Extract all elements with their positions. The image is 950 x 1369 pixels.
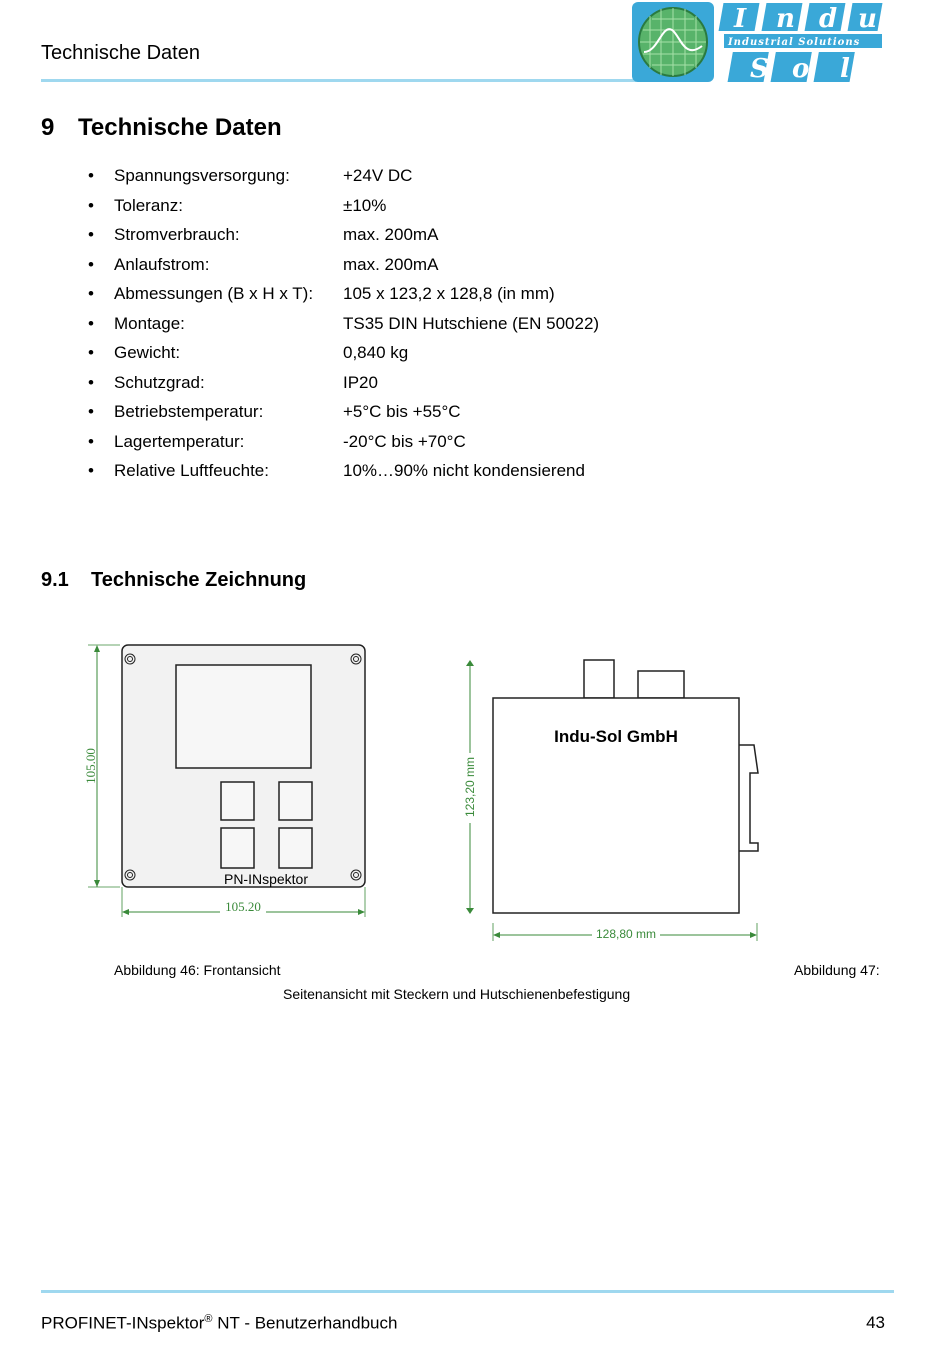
svg-text:l: l xyxy=(840,54,850,84)
subsection-heading xyxy=(41,569,306,592)
spec-value: +5°C bis +55°C xyxy=(343,402,461,421)
page-number: 43 xyxy=(866,1313,885,1332)
front-height-label: 105.00 xyxy=(83,748,98,784)
spec-key: Stromverbrauch: xyxy=(114,225,240,244)
footer-registered: ® xyxy=(204,1313,213,1325)
spec-key: Gewicht: xyxy=(114,343,181,362)
spec-value: ±10% xyxy=(343,195,387,215)
side-brand-label: Indu-Sol GmbH xyxy=(554,727,678,746)
svg-text:d: d xyxy=(819,4,838,34)
svg-text:n: n xyxy=(776,4,795,34)
spec-value: 10%…90% nicht kondensierend xyxy=(343,461,585,480)
spec-value: TS35 DIN Hutschiene (EN 50022) xyxy=(343,313,600,333)
spec-key: Abmessungen (B x H x T): xyxy=(114,284,314,303)
spec-value: 105 x 123,2 x 128,8 (in mm) xyxy=(343,284,555,303)
key-button xyxy=(279,828,312,868)
caption-front: Abbildung 46: Frontansicht xyxy=(114,962,281,978)
caption-side-start: Abbildung 47: xyxy=(794,962,880,978)
svg-text:o: o xyxy=(792,54,810,84)
display-window xyxy=(176,665,311,768)
connector xyxy=(638,671,684,698)
din-rail-clip xyxy=(739,745,758,851)
spec-value: max. 200mA xyxy=(343,225,439,244)
spec-key: Anlaufstrom: xyxy=(114,254,210,274)
subsection-number: 9.1 xyxy=(41,569,69,591)
footer-rule xyxy=(41,1290,894,1293)
indu-sol-logo xyxy=(630,0,885,85)
spec-value: +24V DC xyxy=(343,166,413,185)
key-button xyxy=(221,828,254,868)
svg-text:I: I xyxy=(734,4,747,34)
svg-text:Industrial Solutions: Industrial Solutions xyxy=(728,37,861,48)
header-rule xyxy=(41,79,636,82)
key-button xyxy=(279,782,312,820)
front-width-label: 105.20 xyxy=(225,899,261,914)
section-title: Technische Daten xyxy=(78,114,282,141)
side-height-label: 123,20 mm xyxy=(463,756,477,818)
technical-drawing xyxy=(80,625,780,945)
front-device-label: PN-INspektor xyxy=(223,871,309,887)
spec-key: Lagertemperatur: xyxy=(114,431,245,451)
section-heading xyxy=(41,114,282,142)
subsection-title: Technische Zeichnung xyxy=(91,569,307,591)
footer-product: PROFINET-INspektor xyxy=(41,1313,205,1333)
footer-title xyxy=(41,1313,397,1334)
key-button xyxy=(221,782,254,820)
spec-key: Spannungsversorgung: xyxy=(114,166,290,185)
header-title: Technische Daten xyxy=(41,42,200,64)
footer-rest: NT - Benutzerhandbuch xyxy=(212,1313,398,1333)
spec-key: Betriebstemperatur: xyxy=(114,402,264,421)
caption-side-rest: Seitenansicht mit Steckern und Hutschienenbefestigung xyxy=(283,986,631,1002)
spec-value: max. 200mA xyxy=(343,254,439,274)
side-depth-label: 128,80 mm xyxy=(595,927,657,941)
spec-key: Relative Luftfeuchte: xyxy=(114,461,269,480)
spec-value: -20°C bis +70°C xyxy=(343,431,466,451)
spec-key: Schutzgrad: xyxy=(114,372,205,392)
side-view xyxy=(463,660,758,941)
svg-text:S: S xyxy=(750,54,769,84)
spec-key: Montage: xyxy=(114,313,185,333)
section-number: 9 xyxy=(41,114,55,141)
spec-key: Toleranz: xyxy=(114,195,183,215)
svg-text:u: u xyxy=(858,4,877,34)
spec-value: 0,840 kg xyxy=(343,343,409,362)
front-view xyxy=(83,645,365,917)
connector xyxy=(584,660,614,698)
spec-value: IP20 xyxy=(343,372,378,392)
